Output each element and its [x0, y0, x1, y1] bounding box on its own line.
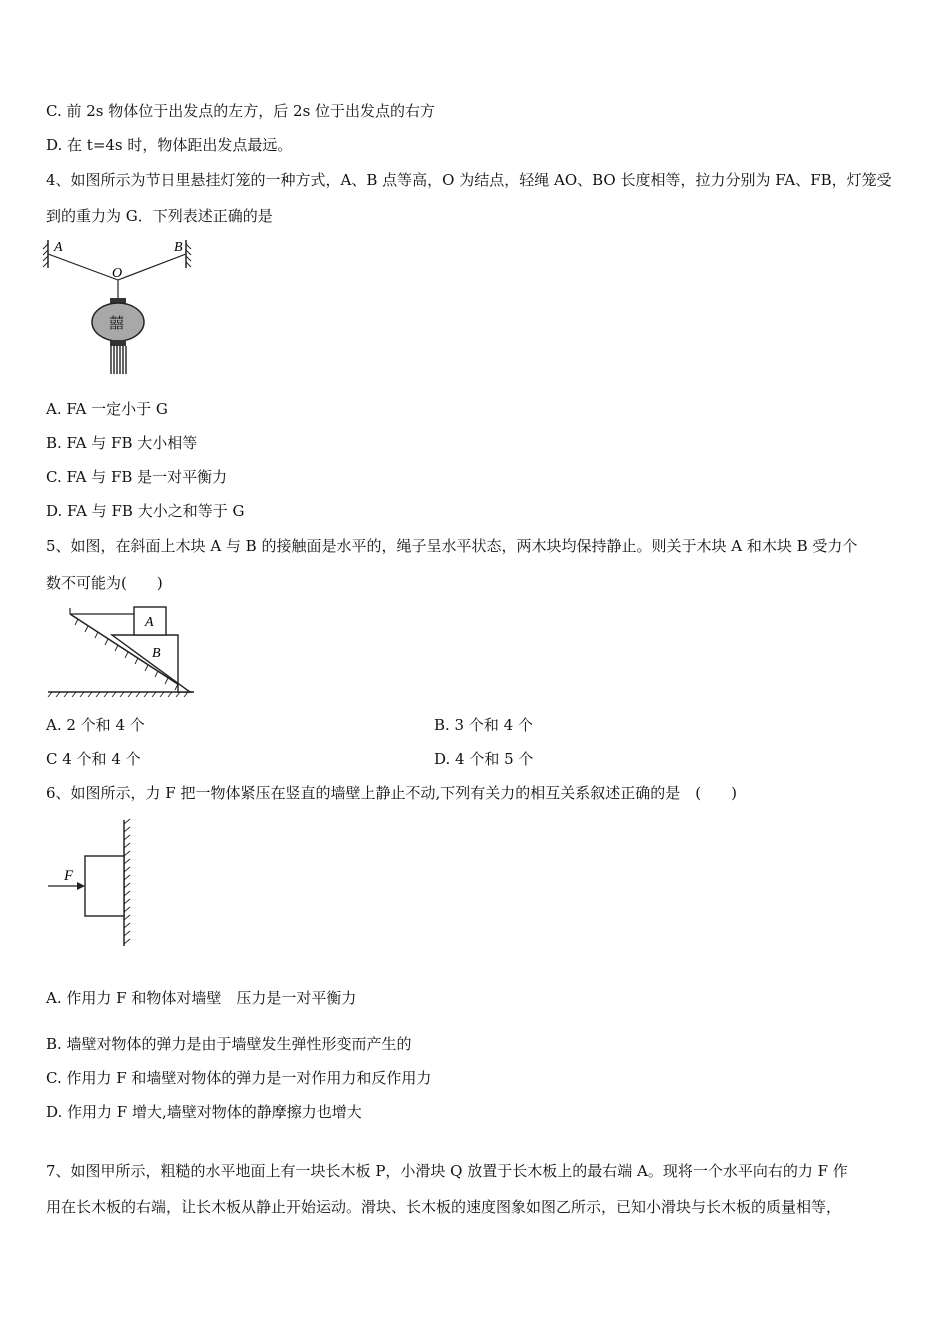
option-q4d: D. FA 与 FB 大小之和等于 G: [46, 502, 245, 520]
label-o: O: [112, 266, 123, 281]
block-a-label: A: [145, 615, 154, 630]
question-5-stem-line-1: 5、如图，在斜面上木块 A 与 B 的接触面是水平的，绳子呈水平状态，两木块均保持静止。则关于木块 A 和木块 B 受力个: [46, 537, 858, 555]
question-4-stem-line-2: 到的重力为 G．下列表述正确的是: [46, 207, 273, 225]
question-7-stem-line-1: 7、如图甲所示，粗糙的水平地面上有一块长木板 P，小滑块 Q 放置于长木板上的最右端 A。现将一个水平向右的力 F 作: [46, 1162, 848, 1180]
option-q5b: B. 3 个和 4 个: [434, 716, 533, 734]
label-a: A: [54, 240, 63, 255]
lantern-char: 囍: [109, 314, 125, 332]
option-q4b: B. FA 与 FB 大小相等: [46, 434, 198, 452]
block-b-label: B: [152, 646, 161, 661]
option-q6c: C. 作用力 F 和墙壁对物体的弹力是一对作用力和反作用力: [46, 1069, 432, 1087]
incline-figure: [44, 604, 198, 700]
lantern-figure: [40, 236, 200, 382]
label-b: B: [174, 240, 183, 255]
wall-force-figure: [44, 816, 144, 950]
option-q3c: C. 前 2s 物体位于出发点的左方，后 2s 位于出发点的右方: [46, 102, 436, 120]
option-q6b: B. 墙壁对物体的弹力是由于墙壁发生弹性形变而产生的: [46, 1035, 412, 1053]
option-q6d: D. 作用力 F 增大,墙壁对物体的静摩擦力也增大: [46, 1103, 362, 1121]
option-q6a: A. 作用力 F 和物体对墙壁 压力是一对平衡力: [46, 989, 357, 1007]
option-q5c: C 4 个和 4 个: [46, 750, 141, 768]
question-4-stem-line-1: 4、如图所示为节日里悬挂灯笼的一种方式，A、B 点等高，O 为结点，轻绳 AO、BO 长度相等，拉力分别为 FA、FB，灯笼受: [46, 171, 892, 189]
force-f-label: F: [64, 868, 74, 884]
option-q4c: C. FA 与 FB 是一对平衡力: [46, 468, 228, 486]
option-q4a: A. FA 一定小于 G: [46, 400, 168, 418]
option-q5a: A. 2 个和 4 个: [46, 716, 145, 734]
question-7-stem-line-2: 用在长木板的右端，让长木板从静止开始运动。滑块、长木板的速度图象如图乙所示，已知小滑块与长木板的质量相等，: [46, 1198, 842, 1216]
question-6-stem: 6、如图所示，力 F 把一物体紧压在竖直的墙壁上静止不动,下列有关力的相互关系叙述正确的是 ( ): [46, 784, 737, 802]
question-5-stem-line-2: 数不可能为( ): [46, 574, 163, 592]
option-q5d: D. 4 个和 5 个: [434, 750, 534, 768]
option-q3d: D. 在 t=4s 时，物体距出发点最远。: [46, 136, 293, 154]
